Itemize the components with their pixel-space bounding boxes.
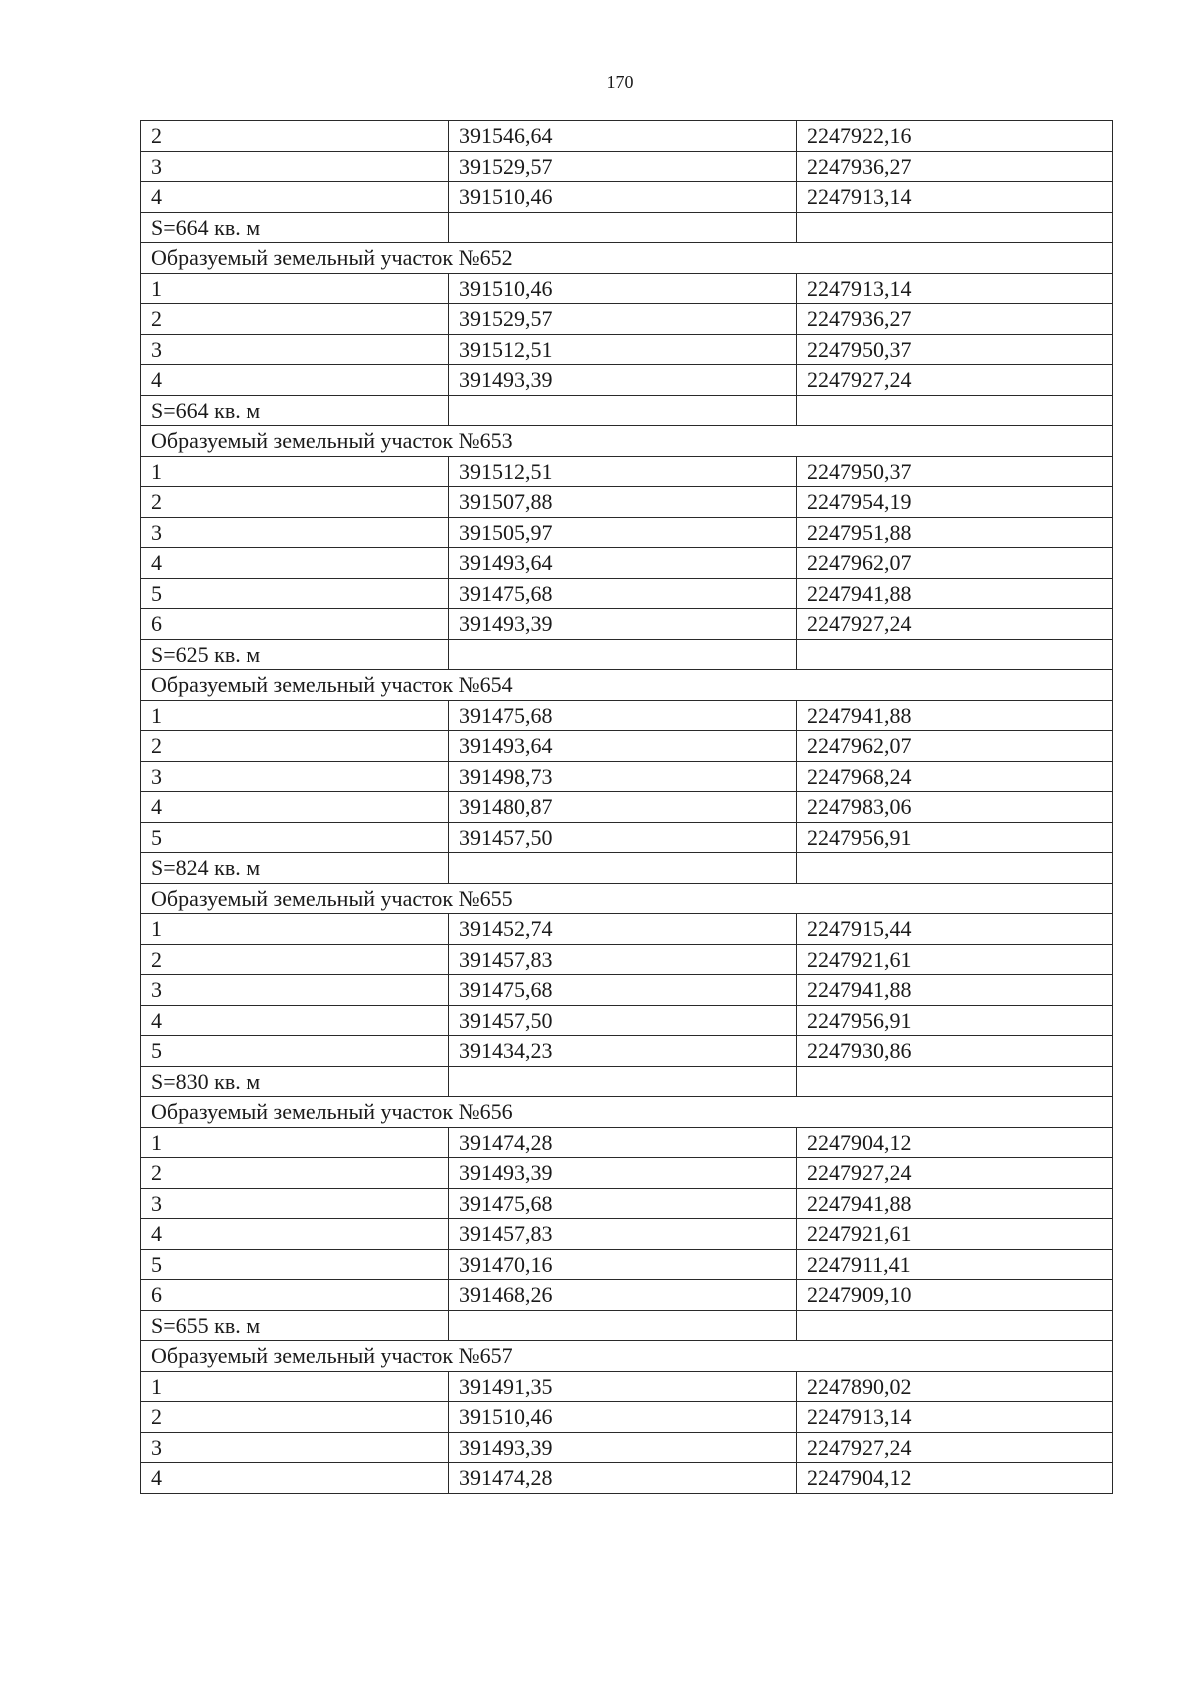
point-number-cell: 1 [141, 1127, 449, 1158]
point-row [141, 578, 1113, 609]
y-coordinate-cell: 2247962,07 [797, 731, 1113, 762]
point-row [141, 1371, 1113, 1402]
area-row [141, 212, 1113, 243]
point-row [141, 151, 1113, 182]
area-row [141, 639, 1113, 670]
y-coordinate-cell: 2247927,24 [797, 609, 1113, 640]
parcel-title: Образуемый земельный участок №655 [141, 883, 1113, 914]
coordinates-table [140, 120, 1113, 1494]
x-coordinate-cell: 391457,83 [449, 1219, 797, 1250]
point-number-cell: 1 [141, 700, 449, 731]
x-coordinate-cell: 391510,46 [449, 182, 797, 213]
point-number-cell: 2 [141, 121, 449, 152]
x-coordinate-cell: 391493,39 [449, 365, 797, 396]
point-row [141, 365, 1113, 396]
y-coordinate-cell: 2247890,02 [797, 1371, 1113, 1402]
area-cell: S=664 кв. м [141, 395, 449, 426]
area-cell: S=625 кв. м [141, 639, 449, 670]
parcel-title: Образуемый земельный участок №653 [141, 426, 1113, 457]
point-number-cell: 3 [141, 334, 449, 365]
point-number-cell: 5 [141, 1249, 449, 1280]
point-row [141, 182, 1113, 213]
point-row [141, 1463, 1113, 1494]
parcel-header-row [141, 1097, 1113, 1128]
x-coordinate-cell: 391434,23 [449, 1036, 797, 1067]
y-coordinate-cell: 2247904,12 [797, 1463, 1113, 1494]
x-coordinate-cell: 391507,88 [449, 487, 797, 518]
point-row [141, 334, 1113, 365]
y-coordinate-cell: 2247904,12 [797, 1127, 1113, 1158]
point-row [141, 121, 1113, 152]
y-coordinate-cell: 2247968,24 [797, 761, 1113, 792]
point-number-cell: 5 [141, 1036, 449, 1067]
point-number-cell: 3 [141, 761, 449, 792]
x-coordinate-cell: 391457,50 [449, 822, 797, 853]
point-row [141, 731, 1113, 762]
point-number-cell: 4 [141, 365, 449, 396]
y-coordinate-cell: 2247909,10 [797, 1280, 1113, 1311]
point-number-cell: 1 [141, 456, 449, 487]
point-number-cell: 2 [141, 1158, 449, 1189]
x-coordinate-cell: 391480,87 [449, 792, 797, 823]
area-cell: S=824 кв. м [141, 853, 449, 884]
parcel-header-row [141, 883, 1113, 914]
point-row [141, 700, 1113, 731]
y-coordinate-cell: 2247956,91 [797, 1005, 1113, 1036]
empty-cell [797, 1066, 1113, 1097]
empty-cell [797, 639, 1113, 670]
x-coordinate-cell: 391474,28 [449, 1127, 797, 1158]
empty-cell [449, 853, 797, 884]
coordinates-table-body [141, 121, 1113, 1494]
x-coordinate-cell: 391475,68 [449, 1188, 797, 1219]
y-coordinate-cell: 2247936,27 [797, 304, 1113, 335]
y-coordinate-cell: 2247911,41 [797, 1249, 1113, 1280]
parcel-title: Образуемый земельный участок №654 [141, 670, 1113, 701]
point-number-cell: 4 [141, 792, 449, 823]
point-row [141, 1219, 1113, 1250]
point-row [141, 944, 1113, 975]
y-coordinate-cell: 2247915,44 [797, 914, 1113, 945]
point-row [141, 487, 1113, 518]
y-coordinate-cell: 2247936,27 [797, 151, 1113, 182]
point-row [141, 1432, 1113, 1463]
point-row [141, 1005, 1113, 1036]
point-number-cell: 5 [141, 578, 449, 609]
x-coordinate-cell: 391498,73 [449, 761, 797, 792]
point-number-cell: 6 [141, 609, 449, 640]
y-coordinate-cell: 2247983,06 [797, 792, 1113, 823]
point-number-cell: 3 [141, 517, 449, 548]
point-number-cell: 3 [141, 1188, 449, 1219]
y-coordinate-cell: 2247956,91 [797, 822, 1113, 853]
y-coordinate-cell: 2247930,86 [797, 1036, 1113, 1067]
point-number-cell: 2 [141, 1402, 449, 1433]
page-number: 170 [606, 72, 634, 92]
y-coordinate-cell: 2247941,88 [797, 1188, 1113, 1219]
x-coordinate-cell: 391529,57 [449, 304, 797, 335]
x-coordinate-cell: 391510,46 [449, 1402, 797, 1433]
point-number-cell: 3 [141, 975, 449, 1006]
area-row [141, 1066, 1113, 1097]
y-coordinate-cell: 2247954,19 [797, 487, 1113, 518]
parcel-header-row [141, 670, 1113, 701]
point-row [141, 456, 1113, 487]
point-row [141, 1036, 1113, 1067]
point-number-cell: 2 [141, 731, 449, 762]
x-coordinate-cell: 391529,57 [449, 151, 797, 182]
y-coordinate-cell: 2247913,14 [797, 273, 1113, 304]
x-coordinate-cell: 391475,68 [449, 578, 797, 609]
y-coordinate-cell: 2247927,24 [797, 1432, 1113, 1463]
point-row [141, 548, 1113, 579]
parcel-title: Образуемый земельный участок №652 [141, 243, 1113, 274]
point-row [141, 609, 1113, 640]
point-number-cell: 1 [141, 1371, 449, 1402]
y-coordinate-cell: 2247921,61 [797, 1219, 1113, 1250]
y-coordinate-cell: 2247941,88 [797, 578, 1113, 609]
point-row [141, 304, 1113, 335]
point-number-cell: 2 [141, 487, 449, 518]
parcel-title: Образуемый земельный участок №656 [141, 1097, 1113, 1128]
x-coordinate-cell: 391512,51 [449, 456, 797, 487]
point-number-cell: 4 [141, 1463, 449, 1494]
point-number-cell: 3 [141, 1432, 449, 1463]
y-coordinate-cell: 2247950,37 [797, 456, 1113, 487]
x-coordinate-cell: 391512,51 [449, 334, 797, 365]
parcel-header-row [141, 243, 1113, 274]
y-coordinate-cell: 2247927,24 [797, 1158, 1113, 1189]
point-number-cell: 1 [141, 914, 449, 945]
y-coordinate-cell: 2247922,16 [797, 121, 1113, 152]
point-row [141, 792, 1113, 823]
x-coordinate-cell: 391493,39 [449, 1432, 797, 1463]
x-coordinate-cell: 391546,64 [449, 121, 797, 152]
point-number-cell: 2 [141, 304, 449, 335]
parcel-header-row [141, 426, 1113, 457]
point-number-cell: 4 [141, 1219, 449, 1250]
area-row [141, 1310, 1113, 1341]
area-cell: S=655 кв. м [141, 1310, 449, 1341]
x-coordinate-cell: 391510,46 [449, 273, 797, 304]
area-cell: S=830 кв. м [141, 1066, 449, 1097]
point-row [141, 975, 1113, 1006]
empty-cell [449, 639, 797, 670]
x-coordinate-cell: 391493,39 [449, 609, 797, 640]
x-coordinate-cell: 391468,26 [449, 1280, 797, 1311]
empty-cell [797, 853, 1113, 884]
x-coordinate-cell: 391493,64 [449, 731, 797, 762]
x-coordinate-cell: 391452,74 [449, 914, 797, 945]
area-cell: S=664 кв. м [141, 212, 449, 243]
y-coordinate-cell: 2247913,14 [797, 1402, 1113, 1433]
point-row [141, 1127, 1113, 1158]
x-coordinate-cell: 391505,97 [449, 517, 797, 548]
point-row [141, 914, 1113, 945]
point-number-cell: 3 [141, 151, 449, 182]
point-number-cell: 4 [141, 548, 449, 579]
y-coordinate-cell: 2247927,24 [797, 365, 1113, 396]
y-coordinate-cell: 2247921,61 [797, 944, 1113, 975]
x-coordinate-cell: 391493,64 [449, 548, 797, 579]
x-coordinate-cell: 391475,68 [449, 975, 797, 1006]
y-coordinate-cell: 2247962,07 [797, 548, 1113, 579]
x-coordinate-cell: 391474,28 [449, 1463, 797, 1494]
x-coordinate-cell: 391475,68 [449, 700, 797, 731]
x-coordinate-cell: 391457,83 [449, 944, 797, 975]
empty-cell [449, 1066, 797, 1097]
y-coordinate-cell: 2247941,88 [797, 700, 1113, 731]
x-coordinate-cell: 391493,39 [449, 1158, 797, 1189]
x-coordinate-cell: 391491,35 [449, 1371, 797, 1402]
point-row [141, 1249, 1113, 1280]
point-number-cell: 4 [141, 182, 449, 213]
point-number-cell: 4 [141, 1005, 449, 1036]
x-coordinate-cell: 391470,16 [449, 1249, 797, 1280]
empty-cell [449, 1310, 797, 1341]
point-row [141, 1188, 1113, 1219]
area-row [141, 395, 1113, 426]
empty-cell [797, 212, 1113, 243]
point-row [141, 1402, 1113, 1433]
x-coordinate-cell: 391457,50 [449, 1005, 797, 1036]
point-number-cell: 1 [141, 273, 449, 304]
empty-cell [797, 395, 1113, 426]
parcel-header-row [141, 1341, 1113, 1372]
point-row [141, 1280, 1113, 1311]
point-row [141, 1158, 1113, 1189]
empty-cell [449, 212, 797, 243]
y-coordinate-cell: 2247950,37 [797, 334, 1113, 365]
point-row [141, 273, 1113, 304]
point-number-cell: 5 [141, 822, 449, 853]
empty-cell [449, 395, 797, 426]
point-number-cell: 6 [141, 1280, 449, 1311]
point-row [141, 517, 1113, 548]
area-row [141, 853, 1113, 884]
y-coordinate-cell: 2247941,88 [797, 975, 1113, 1006]
point-number-cell: 2 [141, 944, 449, 975]
y-coordinate-cell: 2247913,14 [797, 182, 1113, 213]
point-row [141, 822, 1113, 853]
point-row [141, 761, 1113, 792]
parcel-title: Образуемый земельный участок №657 [141, 1341, 1113, 1372]
y-coordinate-cell: 2247951,88 [797, 517, 1113, 548]
empty-cell [797, 1310, 1113, 1341]
